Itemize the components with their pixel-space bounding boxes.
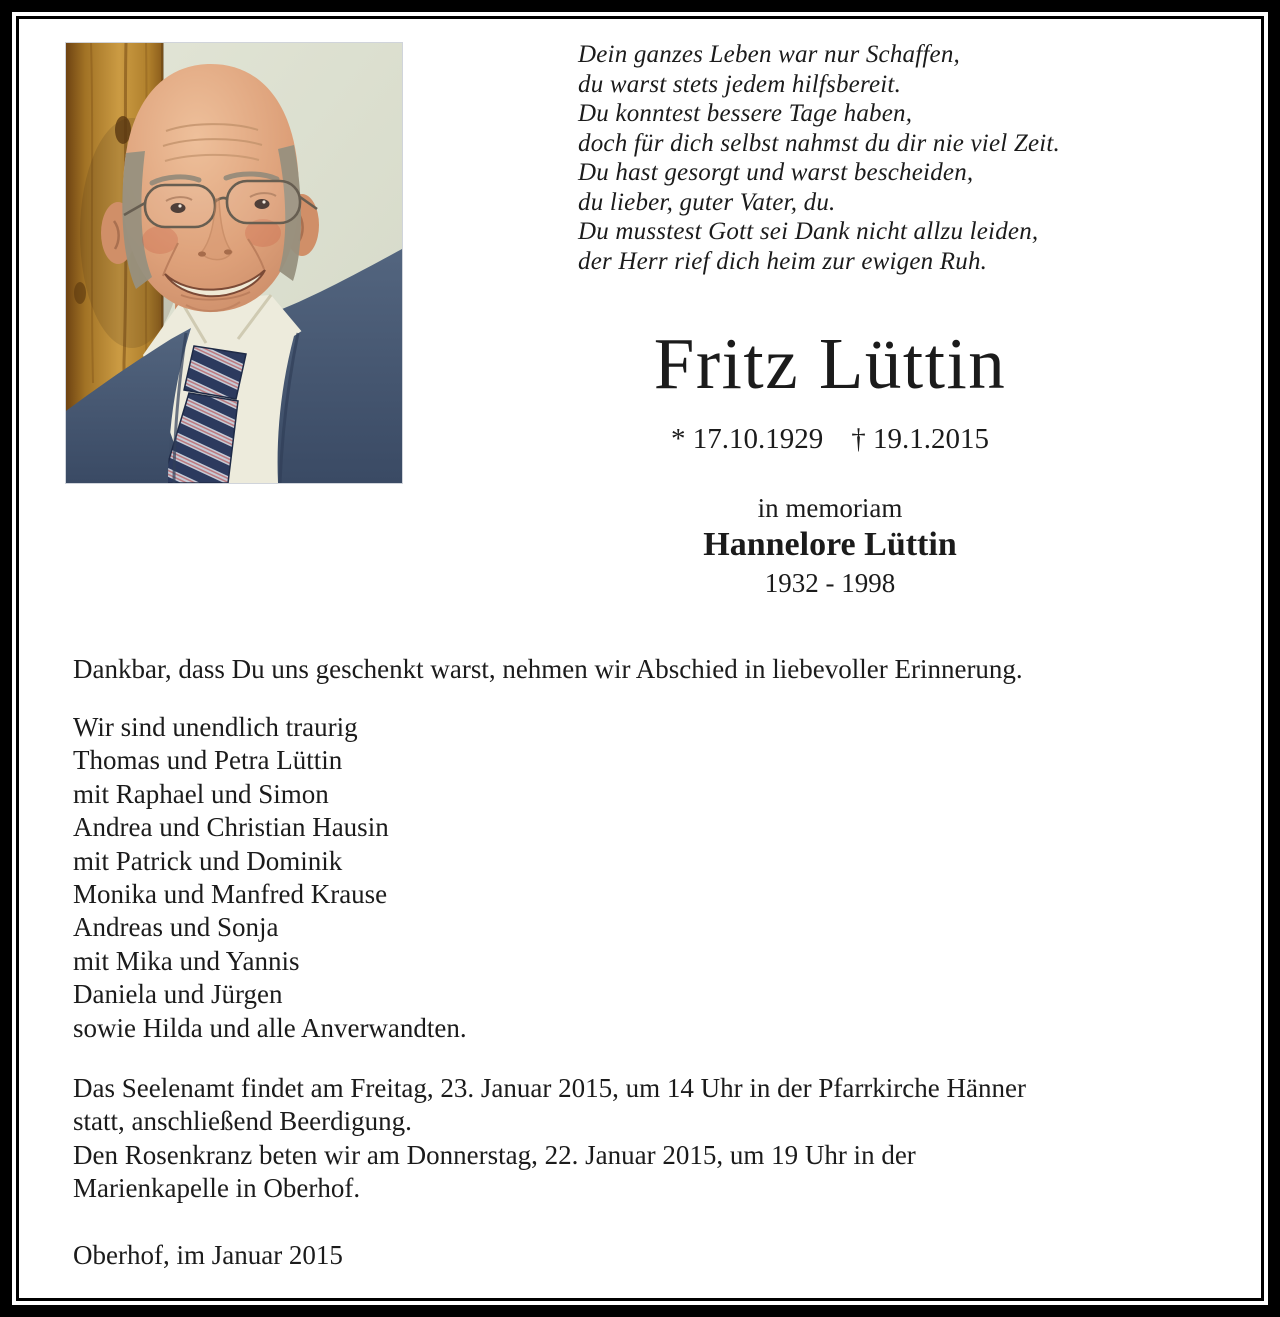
mourner-line: mit Mika und Yannis — [73, 945, 300, 976]
mourner-line: sowie Hilda und alle Anverwandten. — [73, 1012, 467, 1043]
poem-line: doch für dich selbst nahmst du dir nie viel Zeit. — [578, 129, 1060, 157]
poem-line: Du konntest bessere Tage haben, — [578, 100, 913, 127]
portrait-photo — [66, 43, 402, 483]
poem-line: du lieber, guter Vater, du. — [578, 188, 836, 216]
birth-date: * 17.10.1929 — [671, 423, 824, 455]
memoriam-name: Hannelore Lüttin — [703, 526, 957, 563]
poem-line: Du musstest Gott sei Dank nicht allzu leiden, — [578, 218, 1039, 245]
mourner-line: Andreas und Sonja — [73, 912, 279, 943]
mourner-line: Thomas und Petra Lüttin — [73, 745, 343, 776]
poem-line: du warst stets jedem hilfsbereit. — [578, 70, 902, 98]
mourner-line: mit Patrick und Dominik — [73, 845, 343, 876]
funeral-line: Das Seelenamt findet am Freitag, 23. Januar 2015, um 14 Uhr in der Pfarrkirche Hänner — [73, 1073, 1026, 1103]
poem-line: der Herr rief dich heim zur ewigen Ruh. — [578, 247, 988, 275]
life-dates — [565, 423, 1095, 456]
portrait-illustration — [66, 43, 402, 483]
funeral-line: Marienkapelle in Oberhof. — [73, 1173, 361, 1204]
funeral-info — [73, 1072, 1026, 1206]
memoriam-years: 1932 - 1998 — [764, 568, 896, 598]
poem-line: Du hast gesorgt und warst bescheiden, — [578, 159, 974, 186]
memoriam-label: in memoriam — [757, 493, 903, 523]
mourner-line: Andrea und Christian Hausin — [73, 812, 389, 843]
funeral-line: statt, anschließend Beerdigung. — [73, 1106, 412, 1137]
memorial-poem — [578, 40, 1060, 276]
thanks-line: Dankbar, dass Du uns geschenkt warst, nehmen wir Abschied in liebevoller Erinnerung. — [73, 654, 1023, 684]
poem-line: Dein ganzes Leben war nur Schaffen, — [578, 41, 960, 68]
death-date: † 19.1.2015 — [851, 423, 989, 455]
mourners-list — [73, 711, 467, 1045]
mourner-line: mit Raphael und Simon — [73, 778, 329, 809]
funeral-line: Den Rosenkranz beten wir am Donnerstag, 22. Januar 2015, um 19 Uhr in der — [73, 1139, 916, 1170]
deceased-name: Fritz Lüttin — [653, 323, 1007, 404]
mourner-line: Daniela und Jürgen — [73, 979, 283, 1010]
mourner-line: Monika und Manfred Krause — [73, 879, 388, 910]
mourner-line: Wir sind unendlich traurig — [73, 712, 358, 742]
closing-dateline: Oberhof, im Januar 2015 — [73, 1240, 343, 1270]
